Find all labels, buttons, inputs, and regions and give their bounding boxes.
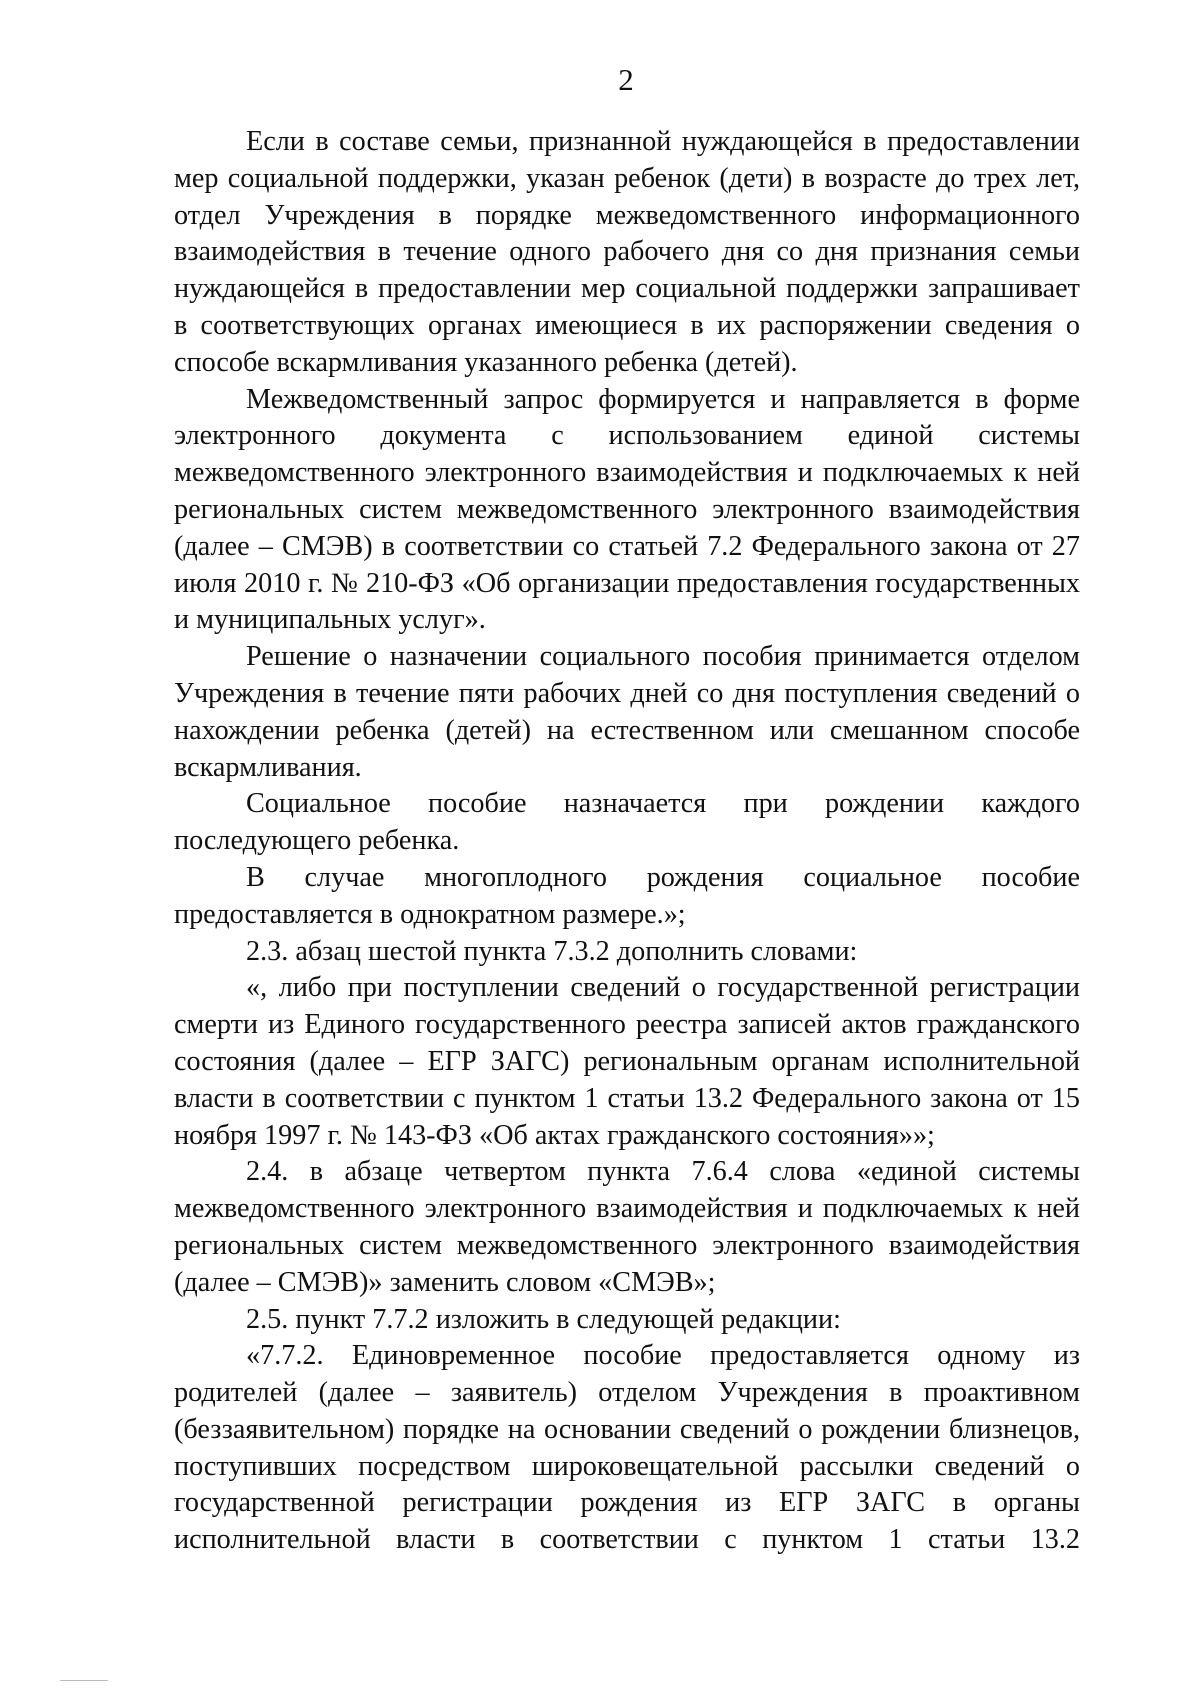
- paragraph-each-child: Социальное пособие назначается при рождении каждого последующего ребенка.: [174, 788, 1080, 857]
- paragraph-item-7-7-2: «7.7.2. Единовременное пособие предоставляется одному из родителей (далее – заявитель) отделом Учреждения в проактивном (беззаявительном) порядке на основании сведений о рождении близнецов, поступивших посредством широковещательной рассылки сведений о государственной регистрации рождения из ЕГР ЗАГС в органы исполнительной власти в соответствии с пунктом 1 статьи 13.2: [174, 1340, 1080, 1556]
- paragraph-breastfeeding-request: Если в составе семьи, признанной нуждающейся в предоставлении мер социальной поддержки, указан ребенок (дети) в возрасте до трех лет, отдел Учреждения в порядке межведомственного информационного взаимодействия в течение одного рабочего дня со дня признания семьи нуждающейся в предоставлении мер социальной поддержки запрашивает в соответствующих органах имеющиеся в их распоряжении сведения о способе вскармливания указанного ребенка (детей).: [174, 126, 1080, 378]
- document-body: [174, 124, 1080, 1559]
- paragraph-item-2-3: 2.3. абзац шестой пункта 7.3.2 дополнить словами:: [246, 935, 858, 967]
- paragraph-death-registration: «, либо при поступлении сведений о государственной регистрации смерти из Единого государственного реестра записей актов гражданского состояния (далее – ЕГР ЗАГС) региональным органам исполнительной власти в соответствии с пунктом 1 статьи 13.2 Федерального закона от 15 ноября 1997 г. № 143-ФЗ «Об актах гражданского состояния»»;: [174, 972, 1080, 1151]
- paragraph-multiple-birth: В случае многоплодного рождения социальное пособие предоставляется в однократном размере.»;: [174, 861, 1080, 930]
- page-number: 2: [618, 62, 634, 97]
- scan-edge-mark: [60, 1680, 108, 1681]
- paragraph-item-2-5: 2.5. пункт 7.7.2 изложить в следующей редакции:: [246, 1303, 841, 1335]
- paragraph-allowance-decision: Решение о назначении социального пособия принимается отделом Учреждения в течение пяти рабочих дней со дня поступления сведений о нахождении ребенка (детей) на естественном или смешанном способе вскармливания.: [174, 641, 1080, 783]
- paragraph-interagency-request: Межведомственный запрос формируется и направляется в форме электронного документа с использованием единой системы межведомственного электронного взаимодействия и подключаемых к ней региональных систем межведомственного электронного взаимодействия (далее – СМЭВ) в соответствии со статьей 7.2 Федерального закона от 27 июля 2010 г. № 210-ФЗ «Об организации предоставления государственных и муниципальных услуг».: [174, 383, 1080, 636]
- paragraph-item-2-4: 2.4. в абзаце четвертом пункта 7.6.4 слова «единой системы межведомственного электронного взаимодействия и подключаемых к ней региональных систем межведомственного электронного взаимодействия (далее – СМЭВ)» заменить словом «СМЭВ»;: [174, 1156, 1080, 1298]
